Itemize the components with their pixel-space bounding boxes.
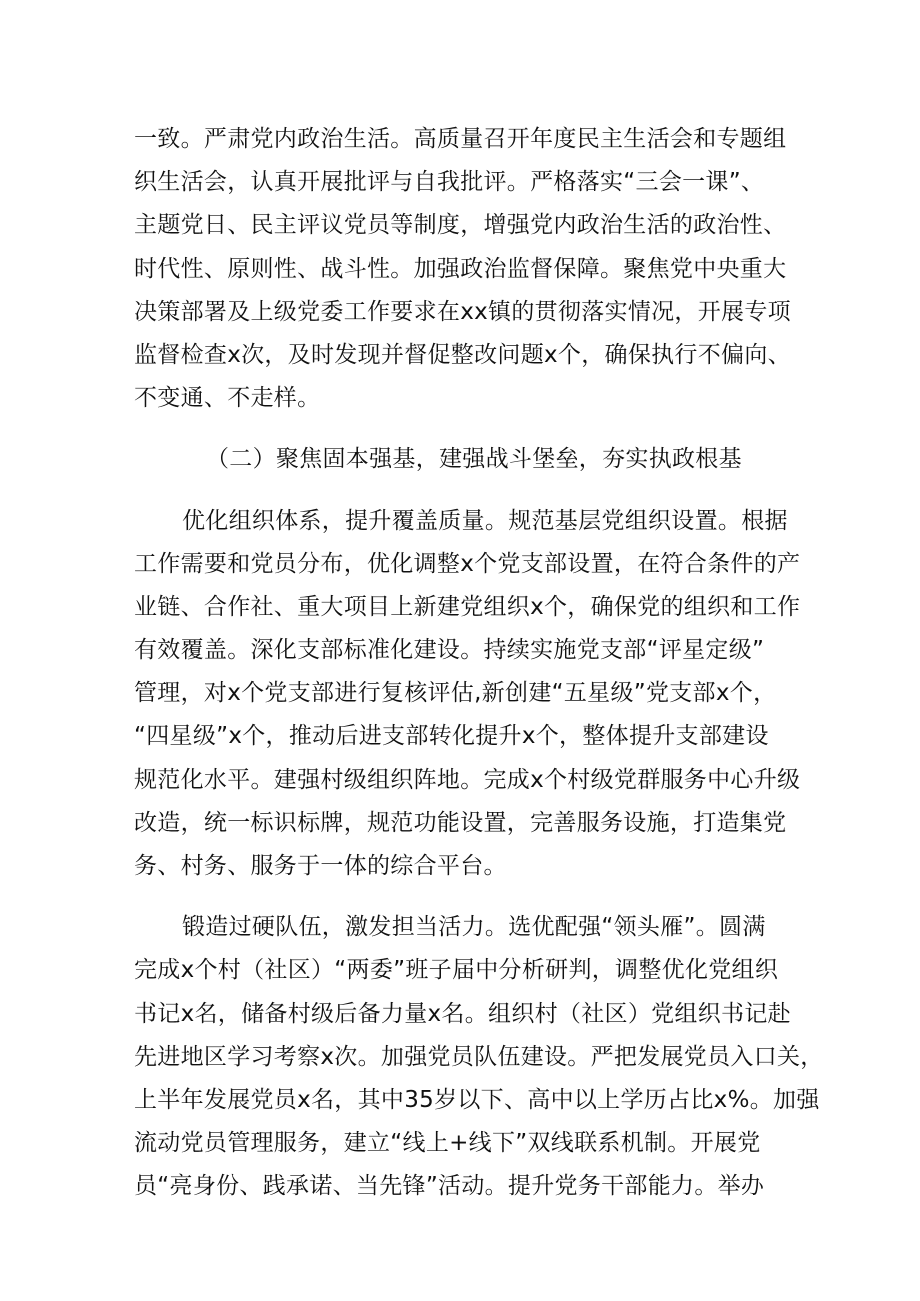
section-heading: （二）聚焦固本强基，建强战斗堡垒，夯实执政根基 — [206, 446, 742, 473]
paragraph-line: 书记x名，储备村级后备力量x名。组织村（社区）党组织书记赴 — [134, 1000, 791, 1027]
paragraph-line: 主题党日、民主评议党员等制度，增强党内政治生活的政治性、 — [134, 212, 787, 239]
paragraph-line: 工作需要和党员分布，优化调整x个党支部设置，在符合条件的产 — [134, 550, 801, 577]
paragraph-line: “四星级”x个，推动后进支部转化提升x个，整体提升支部建设 — [134, 723, 769, 750]
paragraph-line: 上半年发展党员x名，其中35岁以下、高中以上学历占比x%。加强 — [134, 1086, 820, 1113]
paragraph-line: 时代性、原则性、战斗性。加强政治监督保障。聚焦党中央重大 — [134, 255, 787, 282]
paragraph-line: 决策部署及上级党委工作要求在xx镇的贯彻落实情况，开展专项 — [134, 298, 791, 325]
paragraph-line: 有效覆盖。深化支部标准化建设。持续实施党支部“评星定级” — [134, 637, 765, 664]
paragraph-line: 优化组织体系，提升覆盖质量。规范基层党组织设置。根据 — [182, 507, 788, 534]
paragraph-line: 监督检查x次，及时发现并督促整改问题x个，确保执行不偏向、 — [134, 341, 791, 368]
document-body — [134, 118, 824, 1209]
paragraph-3 — [134, 906, 824, 1208]
paragraph-gap — [134, 888, 794, 906]
paragraph-line: 改造，统一标识标牌，规范功能设置，完善服务设施，打造集党 — [134, 809, 787, 836]
paragraph-line: 一致。严肃党内政治生活。高质量召开年度民主生活会和专题组 — [134, 126, 787, 152]
paragraph-2 — [134, 500, 801, 889]
paragraph-line: 不变通、不走样。 — [134, 385, 321, 412]
paragraph-gap — [134, 420, 794, 438]
paragraph-gap — [134, 482, 794, 500]
paragraph-line: 务、村务、服务于一体的综合平台。 — [134, 853, 507, 879]
paragraph-line: 员“亮身份、践承诺、当先锋”活动。提升党务干部能力。举办 — [134, 1173, 765, 1200]
paragraph-line: 锻造过硬队伍，激发担当活力。选优配强“领头雁”。圆满 — [182, 914, 766, 941]
paragraph-line: 先进地区学习考察x次。加强党员队伍建设。严把发展党员入口关， — [134, 1043, 824, 1070]
paragraph-line: 业链、合作社、重大项目上新建党组织x个，确保党的组织和工作 — [134, 593, 801, 620]
paragraph-line: 完成x个村（社区）“两委”班子届中分析研判，调整优化党组织 — [134, 957, 779, 984]
paragraph-line: 织生活会，认真开展批评与自我批评。严格落实“三会一课”、 — [134, 169, 765, 196]
paragraph-line: 规范化水平。建强村级组织阵地。完成x个村级党群服务中心升级 — [134, 766, 801, 793]
paragraph-line: 管理，对x个党支部进行复核评估,新创建“五星级”党支部x个， — [134, 680, 777, 707]
paragraph-line: 流动党员管理服务，建立“线上+线下”双线联系机制。开展党 — [134, 1130, 761, 1157]
paragraph-1 — [134, 118, 794, 420]
